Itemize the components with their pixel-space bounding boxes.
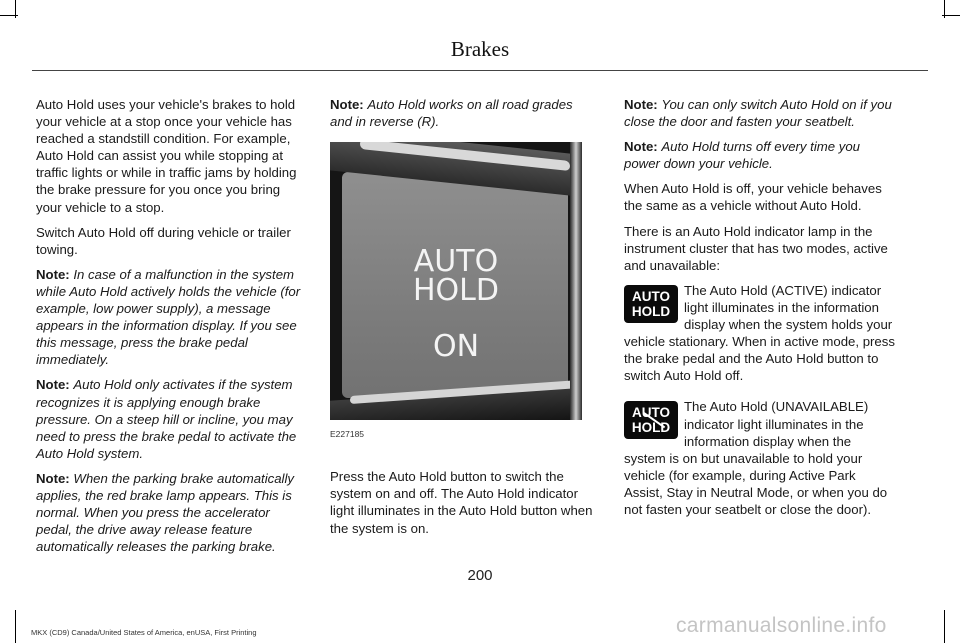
- intro-paragraph: Auto Hold uses your vehicle's brakes to hold your vehicle at a stop once your vehicle has reached a standstill condition. For example, Auto Hold can assist you while stopping at traffic lights or while in traffic jams by holding the brake pressure for you once you bring your vehicle to a stop.: [36, 97, 297, 215]
- active-text: The Auto Hold (ACTIVE) indicator light illuminates in the information display when the system holds your vehicle stationary. When in active mode, press the brake pedal and the Auto Hold button to switch Auto Hold off.: [624, 282, 895, 384]
- indicator-paragraph: There is an Auto Hold indicator lamp in the instrument cluster that has two modes, active and unavailable:: [624, 223, 888, 273]
- note-parking-brake: [36, 470, 308, 555]
- auto-hold-button-photo: [330, 142, 582, 420]
- note-power-down: [624, 138, 896, 172]
- note-text: You can only switch Auto Hold on if you close the door and fasten your seatbelt.: [624, 97, 892, 130]
- note-malfunction: [36, 266, 308, 369]
- note-text: Auto Hold works on all road grades and in reverse (R).: [330, 97, 573, 130]
- button-paragraph: Press the Auto Hold button to switch the system on and off. The Auto Hold indicator light illuminates in the Auto Hold button when the system is on.: [330, 469, 593, 536]
- unavailable-paragraph: [624, 398, 896, 518]
- note-label: Note:: [36, 377, 70, 393]
- active-paragraph: [624, 282, 896, 385]
- footer-printing-info: MKX (CD9) Canada/United States of America, enUSA, First Printing: [31, 628, 257, 637]
- column-2: [330, 96, 596, 545]
- crop-mark-top-left-h: [0, 15, 18, 16]
- unavailable-text: The Auto Hold (UNAVAILABLE) indicator light illuminates in the information display when the system is on but unavailable to hold your vehicle (for example, during Active Park Assist, Stay in Neutral Mode, or when you do not fasten your seatbelt or close the door).: [624, 399, 888, 517]
- crop-mark-bottom-right-v: [944, 610, 945, 643]
- image-caption: E227185: [330, 429, 365, 440]
- towing-paragraph: Switch Auto Hold off during vehicle or trailer towing.: [36, 224, 291, 257]
- note-seatbelt: [624, 96, 896, 130]
- page-title: Brakes: [450, 37, 510, 61]
- crop-mark-top-right-h: [942, 15, 960, 16]
- note-road-grades: [330, 96, 596, 130]
- crop-mark-bottom-left-v: [15, 610, 16, 643]
- column-3: [624, 96, 896, 526]
- note-text: Auto Hold only activates if the system recognizes it is applying enough brake pressure. On a steep hill or incline, you may need to press the brake pedal to activate the Auto Hold system.: [36, 377, 297, 461]
- note-label: Note:: [624, 97, 658, 112]
- note-text: Auto Hold turns off every time you power down your vehicle.: [624, 139, 861, 172]
- auto-hold-unavailable-icon: [624, 401, 678, 439]
- photo-text-hold: HOLD: [413, 273, 499, 309]
- photo-edge: [570, 142, 582, 420]
- note-text: When the parking brake automatically applies, the red brake lamp appears. This is normal. When you press the accelerator pedal, the drive away release feature automatically releases the parking brake.: [36, 470, 295, 555]
- icon-line-2: HOLD: [631, 303, 671, 319]
- header-rule: [32, 70, 928, 71]
- icon-line-1: AUTO: [631, 405, 670, 421]
- note-label: Note:: [330, 97, 364, 112]
- column-1: [36, 96, 308, 563]
- note-label: Note:: [624, 139, 658, 155]
- note-label: Note:: [36, 266, 70, 282]
- photo-text-on: ON: [432, 329, 480, 365]
- watermark: carmanualsonline.info: [676, 614, 887, 637]
- note-label: Note:: [36, 470, 70, 486]
- auto-hold-active-icon: [624, 285, 678, 323]
- photo-text-auto: AUTO: [413, 244, 499, 280]
- page-number: 200: [467, 567, 493, 584]
- icon-line-1: AUTO: [631, 288, 670, 304]
- note-activation: [36, 376, 308, 461]
- off-paragraph: When Auto Hold is off, your vehicle behaves the same as a vehicle without Auto Hold.: [624, 181, 882, 214]
- note-text: In case of a malfunction in the system while Auto Hold actively holds the vehicle (for example, low power supply), a message appears in the information display. If you see this message, press the brake pedal immediately.: [36, 266, 301, 368]
- icon-line-2: HOLD: [631, 420, 671, 436]
